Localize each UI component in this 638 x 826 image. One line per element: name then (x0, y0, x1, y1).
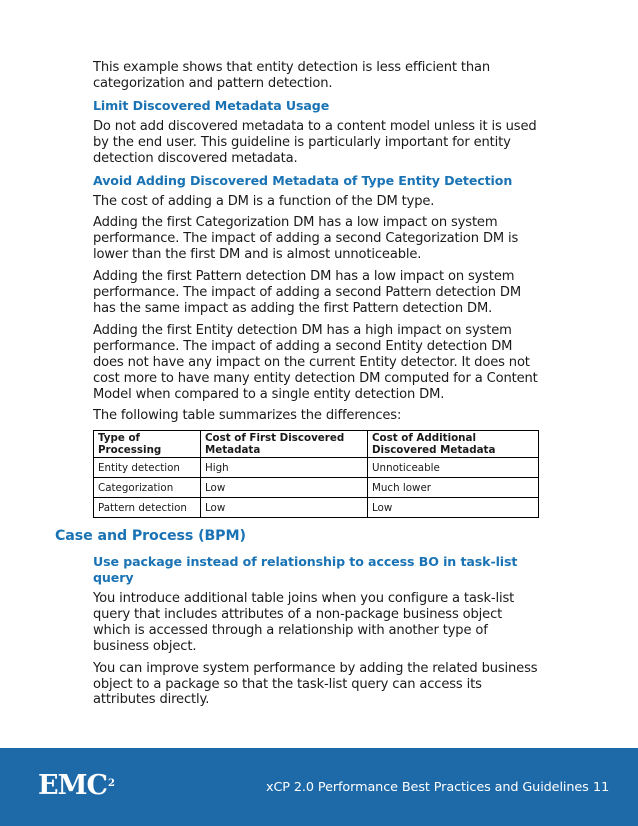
heading-package-vs-relationship: Use package instead of relationship to access BO in task-list query (93, 554, 518, 585)
table-cell: High (201, 458, 368, 478)
footer-document-title: xCP 2.0 Performance Best Practices and Guidelines (266, 780, 589, 795)
logo-text: EMC (38, 770, 107, 801)
main-content (93, 60, 543, 518)
table-row (94, 498, 539, 518)
table-cell: Categorization (94, 478, 201, 498)
table-header-cell: Cost of Additional Discovered Metadata (368, 431, 539, 458)
section-title-bpm: Case and Process (BPM) (55, 528, 246, 544)
bpm-content (93, 554, 543, 714)
paragraph-entity: Adding the first Entity detection DM has a high impact on system performance. The impact of adding a second Entity detection DM does not have any impact on the current Entity detector. It does not cost more to have many entity detection DM computed for a Content Model when compared to a single entity detection DM. (93, 322, 538, 402)
paragraph-table-intro: The following table summarizes the differences: (93, 408, 402, 424)
paragraph-improve-performance: You can improve system performance by adding the related business object to a package so that the task-list query can access its attributes directly. (93, 660, 538, 708)
dm-cost-table (93, 430, 539, 518)
table-row (94, 458, 539, 478)
intro-paragraph: This example shows that entity detection is less efficient than categorization and pattern detection. (93, 60, 491, 91)
paragraph-table-joins: You introduce additional table joins when you configure a task-list query that includes attributes of a non-package business object which is accessed through a relationship with another type of business object. (93, 591, 515, 654)
paragraph-dm-cost: The cost of adding a DM is a function of the DM type. (93, 193, 435, 209)
table-cell: Pattern detection (94, 498, 201, 518)
page-footer (0, 748, 638, 826)
page-number: 11 (593, 780, 610, 795)
table-header-cell: Type of Processing (94, 431, 201, 458)
logo-superscript: 2 (107, 778, 114, 789)
table-row (94, 478, 539, 498)
paragraph-categorization: Adding the first Categorization DM has a low impact on system performance. The impact of adding a second Categorization DM is lower than the first DM and is almost unnoticeable. (93, 215, 519, 263)
heading-limit-dm: Limit Discovered Metadata Usage (93, 97, 330, 113)
table-cell: Low (201, 478, 368, 498)
table-header-row (94, 431, 539, 458)
paragraph-pattern: Adding the first Pattern detection DM has a low impact on system performance. The impact of adding a second Pattern detection DM has the same impact as adding the first Pattern detection DM. (93, 269, 522, 316)
table-header-cell: Cost of First Discovered Metadata (201, 431, 368, 458)
heading-avoid-entity-dm: Avoid Adding Discovered Metadata of Type Entity Detection (93, 172, 513, 188)
table-cell: Low (368, 498, 539, 518)
emc-logo (38, 770, 114, 802)
paragraph-limit-dm: Do not add discovered metadata to a content model unless it is used by the end user. This guideline is particularly important for entity detection discovered metadata. (93, 118, 537, 166)
table-cell: Much lower (368, 478, 539, 498)
table-cell: Entity detection (94, 458, 201, 478)
table-cell: Unnoticeable (368, 458, 539, 478)
table-cell: Low (201, 498, 368, 518)
